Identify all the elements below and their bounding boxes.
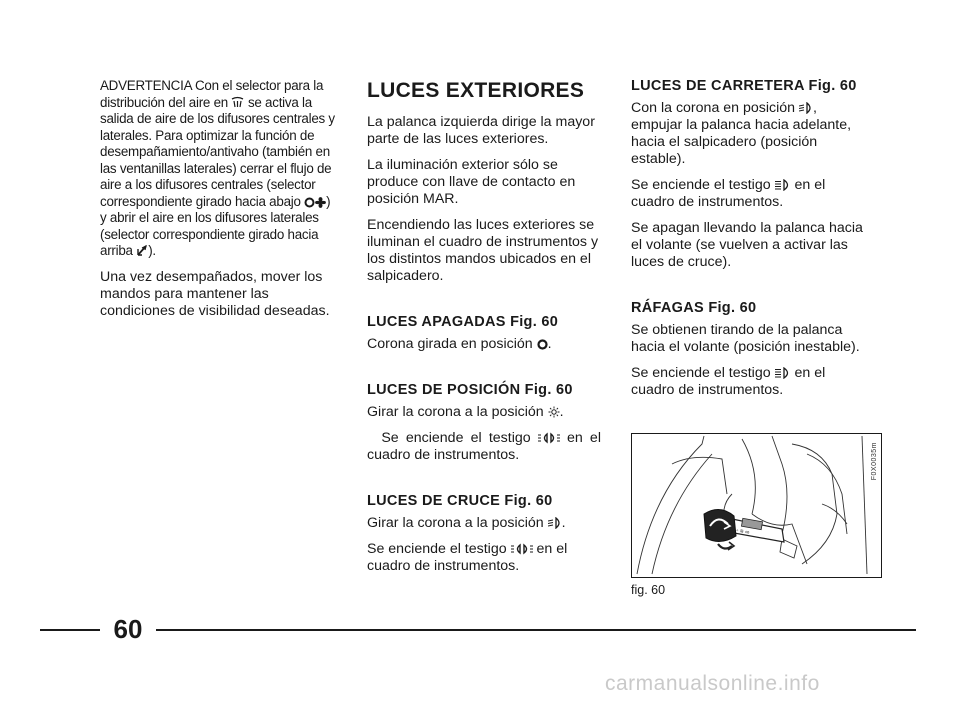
high-beam-text-2 [631,177,871,211]
position-lights-indicator-icon [511,541,533,558]
high-beam-text-1 [631,100,871,168]
warning-paragraph [100,78,340,260]
lights-off-text [367,336,601,353]
high-beam-icon [775,177,791,194]
warning-text-4: ). [148,243,156,258]
flash-text-2a: Se enciende el testigo [631,365,775,381]
watermark: carmanualsonline.info [605,672,820,695]
warning-text-2: se activa la salida de aire de los difusores centrales y laterales. Para optimizar la función de desempañamiento/antivaho (también en las ventanillas laterales) cerrar el flujo de aire a los difusores centrales (selector correspondiente girado hacia abajo [100,94,335,209]
warning-text-1: ADVERTENCIA Con el selector para la distribución del aire en [100,78,324,110]
high-beam-text-2b: en el cuadro de instrumentos. [631,177,826,210]
vent-closed-icon [304,194,315,211]
high-beam-text-3: Se apagan llevando la palanca hacia el volante (se vuelven a activar las luces de cruce). [631,220,863,270]
position-text-1 [367,404,601,421]
intro-paragraph-2: La iluminación exterior sólo se produce con llave de contacto en posición MAR. [367,157,576,207]
position-text-1a: Girar la corona a la posición [367,404,548,420]
heading-lights-off: LUCES APAGADAS Fig. 60 [367,314,559,330]
footer-rule-right [156,629,916,631]
heading-high-beam: LUCES DE CARRETERA Fig. 60 [631,78,857,94]
high-beam-text-1a: Con la corona en posición [631,100,799,116]
fan-icon [315,194,326,211]
defrost-vent-icon [231,95,244,112]
figure-lever-illustration [631,433,882,578]
position-lights-indicator-icon [538,430,560,447]
position-text-2b: en el cuadro de instrumentos. [367,430,601,463]
column-warning [100,78,340,329]
figure-caption: fig. 60 [631,583,666,597]
page-number: 60 [113,614,143,644]
section-title: LUCES EXTERIORES [367,79,585,102]
low-beam-text-2 [367,541,601,575]
position-text-1b: . [559,404,564,420]
defog-paragraph: Una vez desempañados, mover los mandos para mantener las condiciones de visibilidad deseadas. [100,268,330,319]
position-text-2 [367,430,601,464]
figure-code: F0X0035m [871,442,878,481]
footer-rule-left [40,629,100,631]
warning-text-3: ) y abrir el aire en los difusores laterales (selector correspondiente girado hacia arriba [100,193,331,258]
intro-paragraph-1: La palanca izquierda dirige la mayor parte de las luces exteriores. [367,114,595,147]
position-text-2a: Se enciende el testigo [381,430,538,446]
lights-off-text-a: Corona girada en posición [367,336,537,352]
flash-text-2 [631,365,871,399]
high-beam-icon [775,365,791,382]
low-beam-text-1a: Girar la corona a la posición [367,515,548,531]
svg-text:◦ ≡ ∞: ◦ ≡ ∞ [735,528,750,537]
low-beam-icon [799,100,813,117]
low-beam-text-1 [367,515,601,532]
position-lights-icon [548,404,560,421]
low-beam-text-2a: Se enciende el testigo [367,541,511,557]
high-beam-text-1b: , empujar la palanca hacia adelante, hacia el salpicadero (posición estable). [631,100,852,167]
flash-text-2b: en el cuadro de instrumentos. [631,365,826,398]
vent-open-icon [136,243,148,260]
low-beam-text-2b: en el cuadro de instrumentos. [367,541,568,574]
lights-off-icon [537,336,548,353]
lever-drawing [632,434,880,576]
low-beam-text-1b: . [561,515,566,531]
column-high-beam [631,78,871,408]
intro-paragraph-3: Encendiendo las luces exteriores se iluminan el cuadro de instrumentos y los distintos mandos ubicados en el salpicadero. [367,217,599,284]
low-beam-icon [548,515,562,532]
high-beam-text-2a: Se enciende el testigo [631,177,775,193]
heading-flash: RÁFAGAS Fig. 60 [631,300,757,316]
column-exterior-lights [367,78,601,584]
heading-position-lights: LUCES DE POSICIÓN Fig. 60 [367,382,573,398]
heading-low-beam: LUCES DE CRUCE Fig. 60 [367,493,553,509]
lights-off-text-b: . [547,336,552,352]
flash-text-1: Se obtienen tirando de la palanca hacia el volante (posición inestable). [631,322,860,355]
